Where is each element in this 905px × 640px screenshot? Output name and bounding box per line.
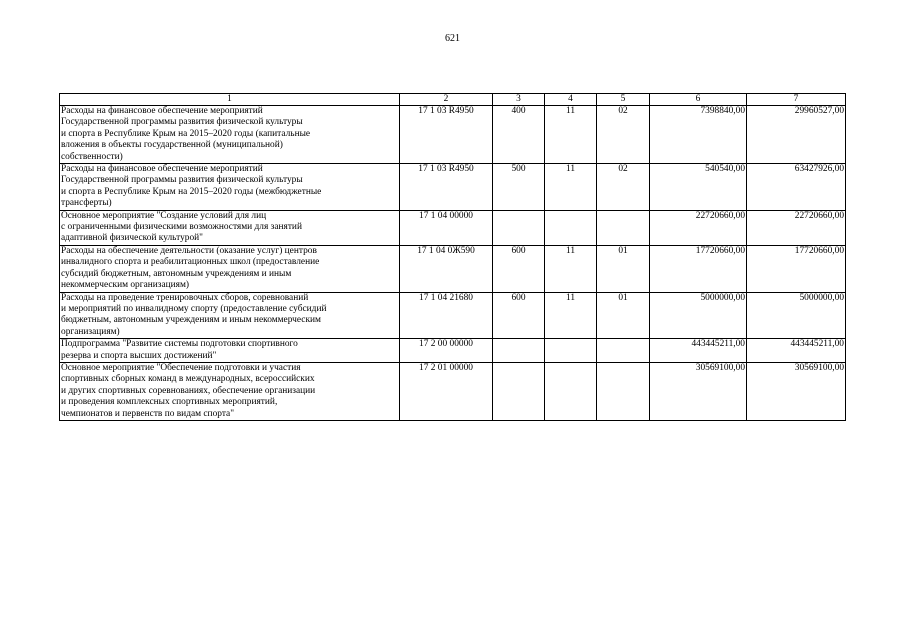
item-name-cell: Расходы на обеспечение деятельности (оказание услуг) центров инвалидного спорта и реабилитационных школ (предоставление субсидий бюджетным, автономным учреждениям и иным некоммерческим организациям) <box>60 245 400 292</box>
subsection-cell: 02 <box>597 106 650 164</box>
subsection-cell: 02 <box>597 164 650 211</box>
column-header: 6 <box>650 94 747 106</box>
page-number: 621 <box>445 33 460 44</box>
section-cell: 11 <box>545 164 597 211</box>
expense-type-cell: 500 <box>493 164 545 211</box>
column-header: 1 <box>60 94 400 106</box>
item-name-cell: Расходы на финансовое обеспечение мероприятий Государственной программы развития физической культуры и спорта в Республике Крым на 2015–2020 годы (капитальные вложения в объекты государственной (муниципальной) собственности) <box>60 106 400 164</box>
section-cell <box>545 210 597 245</box>
item-name-cell: Основное мероприятие "Обеспечение подготовки и участия спортивных сборных команд в международных, всероссийских и других спортивных соревнованиях, обеспечение организации и проведения комплексных спортивных мероприятий, чемпионатов и первенств по видам спорта" <box>60 362 400 420</box>
target-article-cell: 17 1 03 R4950 <box>400 164 493 211</box>
expense-type-cell: 600 <box>493 245 545 292</box>
subsection-cell <box>597 339 650 363</box>
table-row <box>60 292 846 339</box>
table-row <box>60 245 846 292</box>
target-article-cell: 17 1 04 21680 <box>400 292 493 339</box>
target-article-cell: 17 1 03 R4950 <box>400 106 493 164</box>
column-header: 5 <box>597 94 650 106</box>
subsection-cell <box>597 362 650 420</box>
table-row <box>60 339 846 363</box>
expense-type-cell <box>493 210 545 245</box>
amount-cell: 443445211,00 <box>650 339 747 363</box>
target-article-cell: 17 1 04 00000 <box>400 210 493 245</box>
expense-type-cell: 600 <box>493 292 545 339</box>
subsection-cell: 01 <box>597 245 650 292</box>
amount-cell: 5000000,00 <box>650 292 747 339</box>
subsection-cell: 01 <box>597 292 650 339</box>
subsection-cell <box>597 210 650 245</box>
amount-cell: 7398840,00 <box>650 106 747 164</box>
item-name-cell: Расходы на финансовое обеспечение мероприятий Государственной программы развития физической культуры и спорта в Республике Крым на 2015–2020 годы (межбюджетные трансферты) <box>60 164 400 211</box>
table-row <box>60 210 846 245</box>
column-header: 2 <box>400 94 493 106</box>
amount-cell: 5000000,00 <box>747 292 846 339</box>
item-name-cell: Основное мероприятие "Создание условий для лиц с ограниченными физическими возможностями для занятий адаптивной физической культурой" <box>60 210 400 245</box>
section-cell: 11 <box>545 106 597 164</box>
table-row <box>60 164 846 211</box>
amount-cell: 30569100,00 <box>747 362 846 420</box>
section-cell <box>545 362 597 420</box>
amount-cell: 29960527,00 <box>747 106 846 164</box>
amount-cell: 30569100,00 <box>650 362 747 420</box>
column-header: 4 <box>545 94 597 106</box>
column-header: 7 <box>747 94 846 106</box>
amount-cell: 443445211,00 <box>747 339 846 363</box>
target-article-cell: 17 1 04 0Ж590 <box>400 245 493 292</box>
section-cell: 11 <box>545 292 597 339</box>
table-row <box>60 106 846 164</box>
amount-cell: 22720660,00 <box>650 210 747 245</box>
amount-cell: 17720660,00 <box>747 245 846 292</box>
header-row <box>60 94 846 106</box>
expense-type-cell: 400 <box>493 106 545 164</box>
expense-type-cell <box>493 362 545 420</box>
item-name-cell: Расходы на проведение тренировочных сборов, соревнований и мероприятий по инвалидному спорту (предоставление субсидий бюджетным, автономным учреждениям и иным некоммерческим организациям) <box>60 292 400 339</box>
item-name-cell: Подпрограмма "Развитие системы подготовки спортивного резерва и спорта высших достижений" <box>60 339 400 363</box>
amount-cell: 63427926,00 <box>747 164 846 211</box>
section-cell: 11 <box>545 245 597 292</box>
column-header: 3 <box>493 94 545 106</box>
amount-cell: 540540,00 <box>650 164 747 211</box>
budget-table <box>59 93 846 421</box>
amount-cell: 22720660,00 <box>747 210 846 245</box>
target-article-cell: 17 2 00 00000 <box>400 339 493 363</box>
section-cell <box>545 339 597 363</box>
target-article-cell: 17 2 01 00000 <box>400 362 493 420</box>
expense-type-cell <box>493 339 545 363</box>
table-row <box>60 362 846 420</box>
amount-cell: 17720660,00 <box>650 245 747 292</box>
